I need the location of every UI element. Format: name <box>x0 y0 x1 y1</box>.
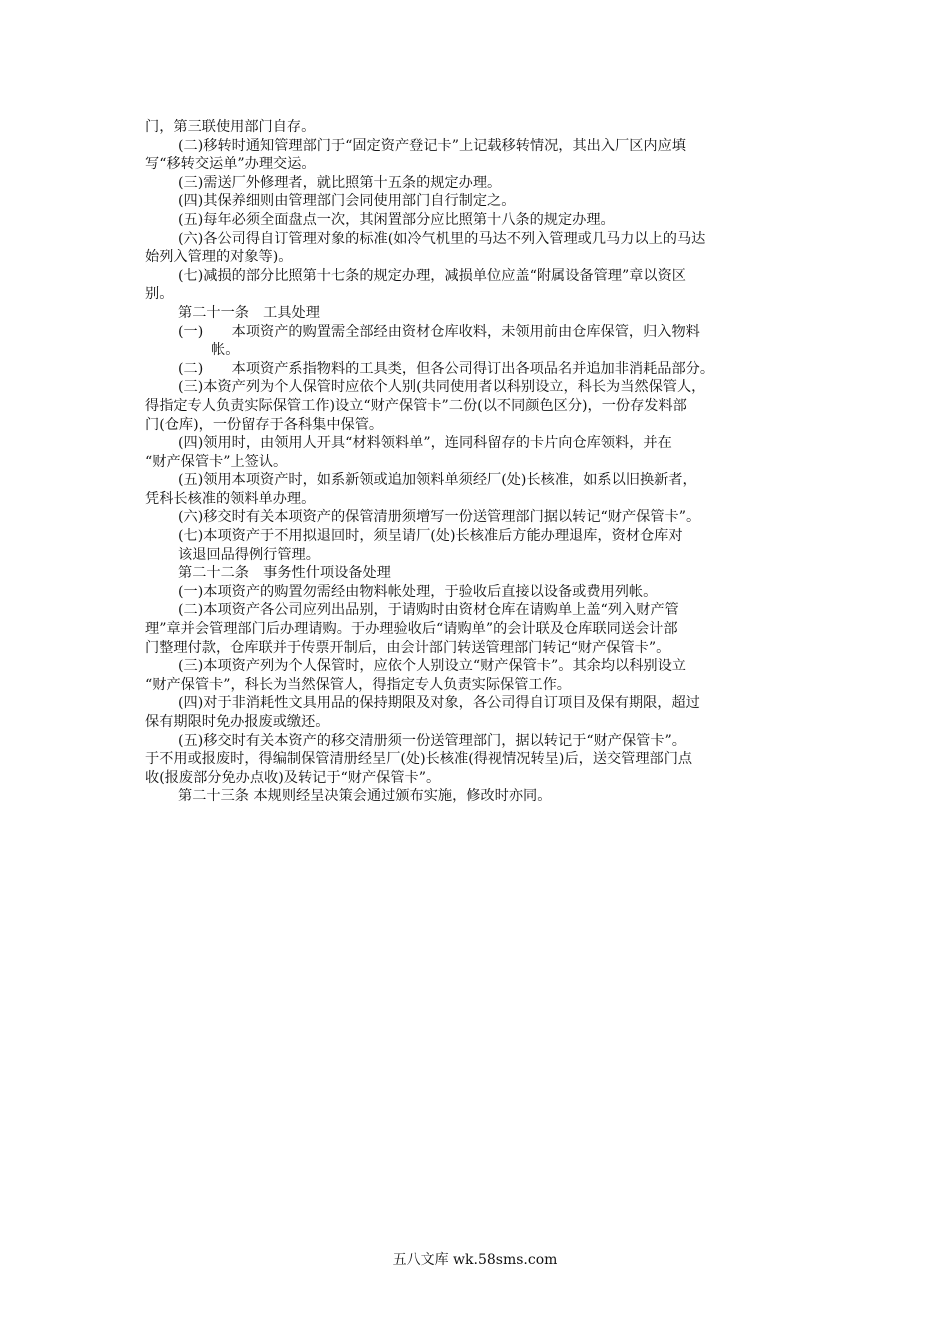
text-line: (五)每年必须全面盘点一次，其闲置部分应比照第十八条的规定办理。 <box>178 211 615 228</box>
text-line: 该退回品得例行管理。 <box>178 546 320 563</box>
text-line: (二)本项资产各公司应列出品别，于请购时由资材仓库在请购单上盖“列入财产管 <box>178 602 679 619</box>
text-line: (五)移交时有关本资产的移交清册须一份送管理部门，据以转记于“财产保管卡”。 <box>178 732 686 749</box>
text-line: (三)需送厂外修理者，就比照第十五条的规定办理。 <box>178 174 502 191</box>
text-line: 门整理付款，仓库联并于传票开制后，由会计部门转送管理部门转记“财产保管卡”。 <box>145 639 671 656</box>
text-line: 于不用或报废时，得编制保管清册经呈厂(处)长核准(得视情况转呈)后，送交管理部门点 <box>145 751 693 768</box>
text-line: 收(报废部分免办点收)及转记于“财产保管卡”。 <box>145 769 441 786</box>
text-line: 第二十二条 事务性什项设备处理 <box>178 565 391 582</box>
text-line: “财产保管卡”上签认。 <box>145 453 288 470</box>
text-line: (六)移交时有关本项资产的保管清册须增写一份送管理部门据以转记“财产保管卡”。 <box>178 509 701 526</box>
text-line: (七)本项资产于不用拟退回时，须呈请厂(处)长核准后方能办理退库，资材仓库对 <box>178 528 683 545</box>
text-line: (二)移转时通知管理部门于“固定资产登记卡”上记载移转情况，其出入厂区内应填 <box>178 137 686 154</box>
text-line: 门，第三联使用部门自存。 <box>145 119 316 135</box>
text-line: (七)减损的部分比照第十七条的规定办理，减损单位应盖“附属设备管理”章以资区 <box>178 267 686 284</box>
text-line: (一) 本项资产的购置需全部经由资材仓库收料，未领用前由仓库保管，归入物料 <box>178 323 700 340</box>
text-line: 凭科长核准的领料单办理。 <box>145 490 316 507</box>
text-line: (六)各公司得自订管理对象的标准(如冷气机里的马达不列入管理或几马力以上的马达 <box>178 230 706 247</box>
text-line: 理”章并会管理部门后办理请购。于办理验收后“请购单”的会计联及仓库联同送会计部 <box>145 621 678 638</box>
document-body <box>145 118 815 806</box>
text-line: (二) 本项资产系指物料的工具类，但各公司得订出各项品名并追加非消耗品部分。 <box>178 360 715 377</box>
text-line: (三)本项资产列为个人保管时，应依个人别设立“财产保管卡”。其余均以科别设立 <box>178 658 686 675</box>
text-line: (四)其保养细则由管理部门会同使用部门自行制定之。 <box>178 193 516 210</box>
text-line: (三)本资产列为个人保管时应依个人别(共同使用者以科别设立，科长为当然保管人， <box>178 379 706 396</box>
text-line: 得指定专人负责实际保管工作)设立“财产保管卡”二份(以不同颜色区分)，一份存发料部 <box>145 397 687 414</box>
text-line: 始列入管理的对象等)。 <box>145 249 293 266</box>
text-line: 帐。 <box>211 342 240 359</box>
text-line: 写“移转交运单”办理交运。 <box>145 156 316 173</box>
text-line: “财产保管卡”，科长为当然保管人，得指定专人负责实际保管工作。 <box>145 676 571 693</box>
text-line: 门(仓库)，一份留存于各科集中保管。 <box>145 416 384 433</box>
text-line: 第二十三条 本规则经呈决策会通过颁布实施，修改时亦同。 <box>178 788 552 805</box>
text-line: (四)领用时，由领用人开具“材料领料单”，连同科留存的卡片向仓库领料，并在 <box>178 435 672 452</box>
page-footer: 五八文库 wk.58sms.com <box>392 1252 558 1268</box>
text-line: 保有期限时免办报废或缴还。 <box>145 714 330 730</box>
text-line: 第二十一条 工具处理 <box>178 304 320 321</box>
text-line: 别。 <box>145 286 174 303</box>
text-line: (一)本项资产的购置勿需经由物料帐处理，于验收后直接以设备或费用列帐。 <box>178 583 658 600</box>
text-line: (四)对于非消耗性文具用品的保持期限及对象，各公司得自订项目及保有期限，超过 <box>178 695 700 712</box>
text-line: (五)领用本项资产时，如系新领或追加领料单须经厂(处)长核准，如系以旧换新者， <box>178 472 697 489</box>
